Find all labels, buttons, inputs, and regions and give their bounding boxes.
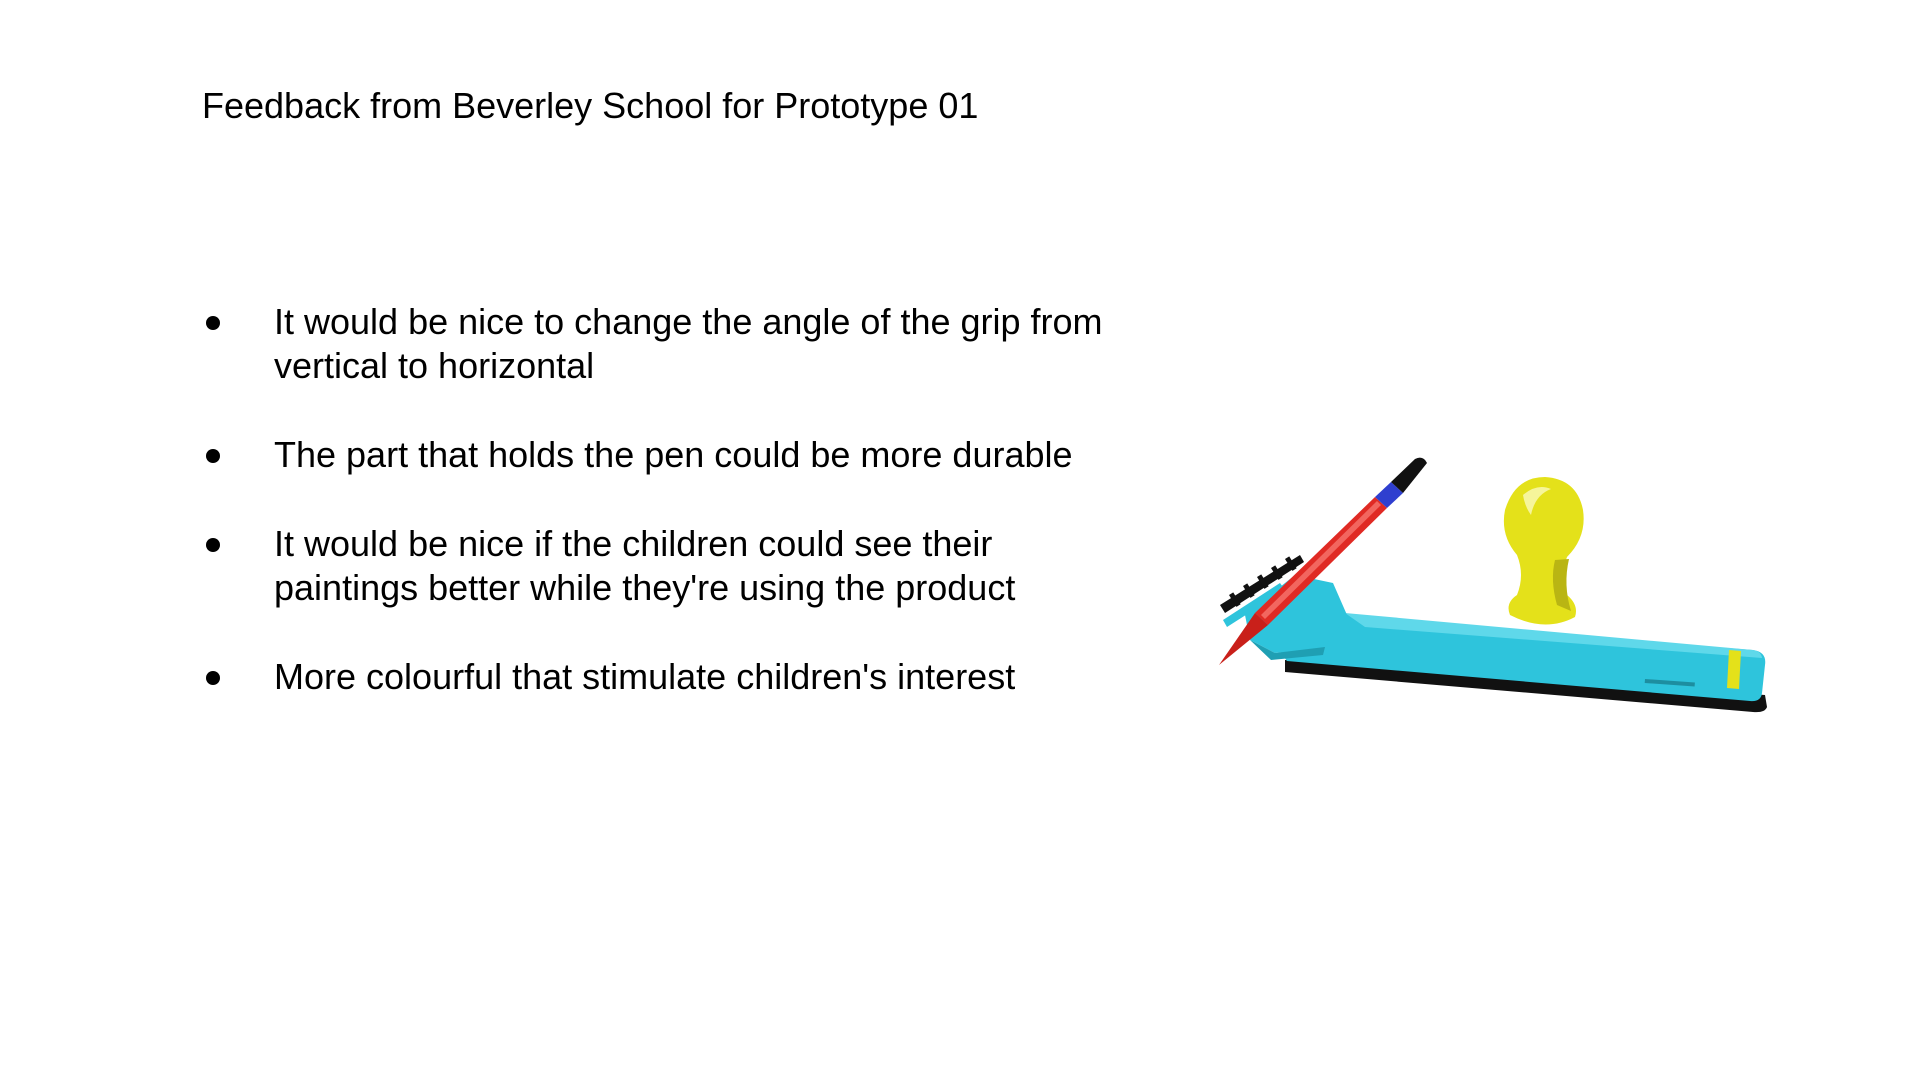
slide-title: Feedback from Beverley School for Prototype 01 <box>202 85 979 126</box>
feedback-list <box>202 300 1122 744</box>
prototype-product-image <box>1205 455 1785 725</box>
bullet-icon <box>206 449 220 463</box>
list-item <box>202 433 1122 477</box>
bullet-icon <box>206 671 220 685</box>
list-item <box>202 522 1122 610</box>
bullet-text: It would be nice if the children could see their paintings better while they're using the product <box>274 523 1016 608</box>
bullet-icon <box>206 316 220 330</box>
bullet-text: More colourful that stimulate children's interest <box>274 656 1016 697</box>
bullet-text: It would be nice to change the angle of the grip from vertical to horizontal <box>274 301 1103 386</box>
bullet-text: The part that holds the pen could be more durable <box>274 434 1073 475</box>
bullet-icon <box>206 538 220 552</box>
base-end-stripe <box>1727 650 1741 689</box>
list-item <box>202 300 1122 388</box>
grip-knob <box>1504 477 1584 625</box>
list-item <box>202 655 1122 699</box>
